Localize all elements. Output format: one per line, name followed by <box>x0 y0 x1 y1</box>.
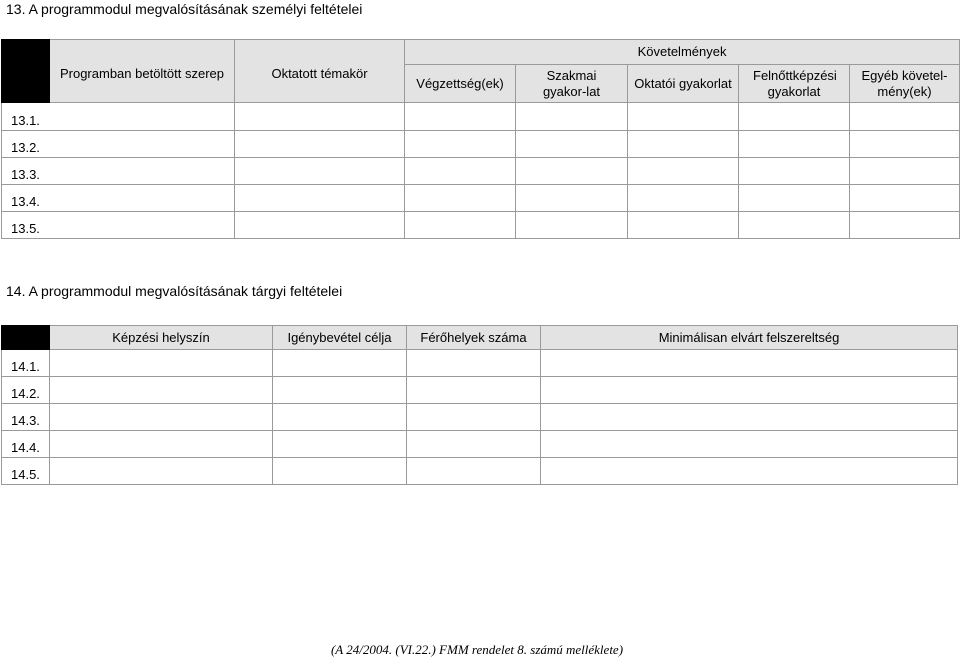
table-cell[interactable] <box>407 431 541 458</box>
material-conditions-table <box>1 325 958 485</box>
table-cell[interactable] <box>628 212 739 239</box>
table-cell[interactable] <box>235 131 405 158</box>
table-cell[interactable] <box>405 158 516 185</box>
table-cell[interactable] <box>405 131 516 158</box>
table-cell[interactable] <box>739 103 850 131</box>
row-label: 14.1. <box>2 350 50 377</box>
header-purpose-of-use: Igénybevétel célja <box>273 326 407 350</box>
table-cell[interactable] <box>850 131 960 158</box>
table-cell[interactable] <box>850 185 960 212</box>
table-cell[interactable] <box>850 103 960 131</box>
row-label: 13.5. <box>2 212 235 239</box>
table-cell[interactable] <box>407 404 541 431</box>
table-cell[interactable] <box>50 350 273 377</box>
table-cell[interactable] <box>541 377 958 404</box>
table-cell[interactable] <box>273 431 407 458</box>
section-13-title: 13. A programmodul megvalósításának személyi feltételei <box>6 1 363 17</box>
table-cell[interactable] <box>407 377 541 404</box>
table-cell[interactable] <box>273 377 407 404</box>
header-capacity: Férőhelyek száma <box>407 326 541 350</box>
row-label: 14.4. <box>2 431 50 458</box>
row-label: 13.4. <box>2 185 235 212</box>
table-cell[interactable] <box>235 212 405 239</box>
table-cell[interactable] <box>405 185 516 212</box>
row-label: 13.3. <box>2 158 235 185</box>
table-cell[interactable] <box>273 404 407 431</box>
table-cell[interactable] <box>850 212 960 239</box>
row-label: 14.2. <box>2 377 50 404</box>
table-cell[interactable] <box>739 131 850 158</box>
table-cell[interactable] <box>739 212 850 239</box>
table-cell[interactable] <box>50 377 273 404</box>
table-cell[interactable] <box>541 458 958 485</box>
header-minimum-equipment: Minimálisan elvárt felszereltség <box>541 326 958 350</box>
header-education: Végzettség(ek) <box>405 65 516 103</box>
table-cell[interactable] <box>516 212 628 239</box>
footer-note: (A 24/2004. (VI.22.) FMM rendelet 8. számú melléklete) <box>330 642 624 657</box>
header-requirements: Követelmények <box>405 40 960 65</box>
header-role: Programban betöltött szerep <box>50 40 235 103</box>
table-cell[interactable] <box>50 404 273 431</box>
table-cell[interactable] <box>235 103 405 131</box>
table-cell[interactable] <box>273 458 407 485</box>
header-adult-education-practice: Felnőttképzési gyakorlat <box>739 65 850 103</box>
row-label: 13.1. <box>2 103 235 131</box>
table-cell[interactable] <box>405 212 516 239</box>
table-cell[interactable] <box>407 458 541 485</box>
header-training-venue: Képzési helyszín <box>50 326 273 350</box>
table-cell[interactable] <box>273 350 407 377</box>
table-cell[interactable] <box>541 431 958 458</box>
table-cell[interactable] <box>50 431 273 458</box>
table-cell[interactable] <box>541 404 958 431</box>
header-corner-cell <box>2 40 50 103</box>
table-cell[interactable] <box>628 185 739 212</box>
row-label: 13.2. <box>2 131 235 158</box>
header-other-requirements: Egyéb követel-mény(ek) <box>850 65 960 103</box>
header-professional-practice: Szakmai gyakor-lat <box>516 65 628 103</box>
table-cell[interactable] <box>235 158 405 185</box>
table-cell[interactable] <box>516 185 628 212</box>
personnel-conditions-table <box>1 39 960 239</box>
table-cell[interactable] <box>235 185 405 212</box>
row-label: 14.5. <box>2 458 50 485</box>
table-cell[interactable] <box>850 158 960 185</box>
table-cell[interactable] <box>516 131 628 158</box>
header-corner-cell <box>2 326 50 350</box>
table-cell[interactable] <box>628 158 739 185</box>
table-cell[interactable] <box>407 350 541 377</box>
table-cell[interactable] <box>516 158 628 185</box>
table-cell[interactable] <box>628 131 739 158</box>
table-cell[interactable] <box>628 103 739 131</box>
table-cell[interactable] <box>50 458 273 485</box>
table-cell[interactable] <box>739 185 850 212</box>
header-teaching-practice: Oktatói gyakorlat <box>628 65 739 103</box>
table-cell[interactable] <box>405 103 516 131</box>
section-14-title: 14. A programmodul megvalósításának tárgyi feltételei <box>6 283 343 299</box>
table-cell[interactable] <box>739 158 850 185</box>
table-cell[interactable] <box>516 103 628 131</box>
table-cell[interactable] <box>541 350 958 377</box>
header-topics: Oktatott témakör <box>235 40 405 103</box>
row-label: 14.3. <box>2 404 50 431</box>
